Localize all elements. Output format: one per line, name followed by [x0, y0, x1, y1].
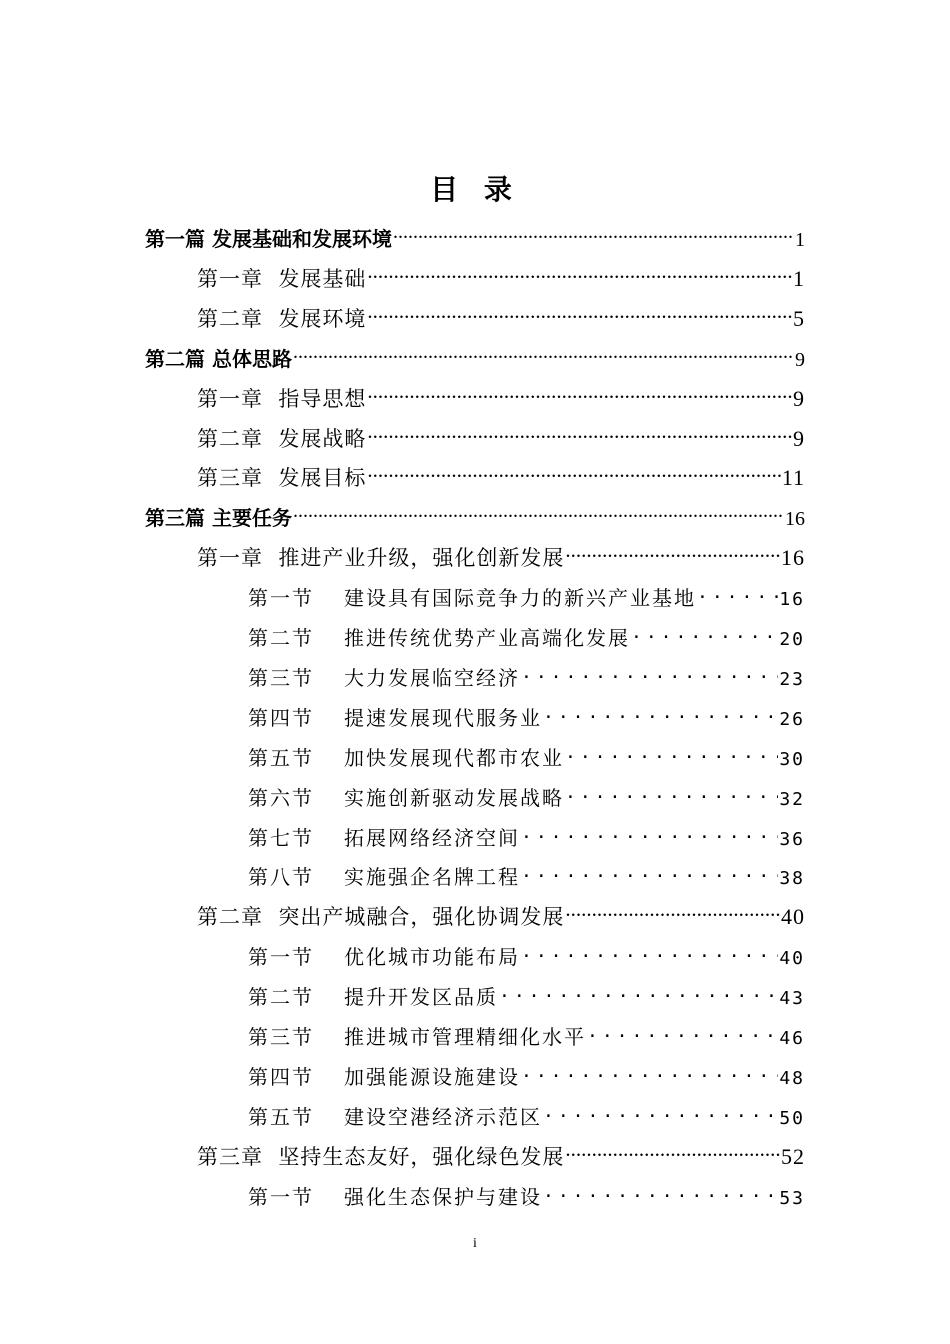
toc-entry-label — [248, 981, 498, 1010]
toc-entry-page: 1 — [795, 229, 805, 251]
toc-dot-leader — [565, 741, 778, 765]
toc-entry-number: 第一节 — [248, 586, 314, 611]
toc-entry-page: 5 — [793, 305, 805, 331]
toc-entry-label — [248, 822, 520, 851]
page-number-footer: i — [473, 1236, 477, 1251]
toc-entry-page: 40 — [779, 948, 805, 970]
toc-entry-chapter[interactable] — [197, 262, 805, 302]
toc-entry-label — [248, 662, 520, 691]
toc-entry-number: 第六节 — [248, 785, 314, 810]
toc-entry-text: 坚持生态友好，强化绿色发展 — [278, 1144, 565, 1169]
toc-entry-text: 实施强企名牌工程 — [344, 865, 520, 890]
toc-entry-page: 40 — [781, 904, 805, 930]
toc-dot-leader — [293, 342, 794, 366]
toc-entry-number: 第三章 — [197, 1144, 263, 1169]
toc-entry-number: 第二章 — [197, 426, 263, 451]
toc-dot-leader — [565, 1140, 780, 1164]
toc-entry-section[interactable] — [248, 860, 805, 900]
toc-dot-leader — [521, 860, 778, 884]
toc-entry-chapter[interactable] — [197, 461, 805, 501]
toc-entry-page: 23 — [779, 668, 805, 690]
toc-entry-number: 第五节 — [248, 745, 314, 770]
toc-entry-number: 第一章 — [197, 266, 263, 291]
toc-dot-leader — [367, 382, 792, 406]
toc-entry-label — [248, 782, 564, 811]
toc-entry-text: 指导思想 — [278, 386, 367, 411]
toc-entry-page: 46 — [779, 1028, 805, 1049]
toc-entry-text: 强化生态保护与建设 — [344, 1184, 542, 1209]
toc-title: 目 录 — [430, 173, 520, 206]
toc-dot-leader — [565, 541, 780, 565]
toc-entry-section[interactable] — [248, 980, 805, 1020]
toc-entry-page: 16 — [785, 508, 805, 531]
toc-entry-page: 16 — [781, 545, 805, 571]
toc-entry-section[interactable] — [248, 1100, 805, 1140]
toc-dot-leader — [499, 980, 778, 1004]
toc-dot-leader — [393, 222, 794, 246]
toc-entry-number: 第三节 — [248, 1025, 314, 1049]
toc-entry-section[interactable] — [248, 940, 805, 980]
toc-entry-text: 推进产业升级，强化创新发展 — [278, 546, 565, 571]
toc-entry-label — [248, 1061, 520, 1090]
toc-entry-number: 第五节 — [248, 1104, 314, 1129]
toc-entry-text: 推进传统优势产业高端化发展 — [344, 626, 630, 650]
toc-entry-text: 突出产城融合，强化协调发展 — [278, 905, 565, 930]
toc-dot-leader — [521, 940, 778, 964]
toc-entry-label — [197, 542, 564, 572]
toc-entry-page: 50 — [779, 1107, 805, 1129]
toc-entry-text: 提速发展现代服务业 — [344, 705, 542, 730]
toc-dot-leader — [367, 461, 780, 485]
toc-entry-number: 第八节 — [248, 865, 314, 890]
toc-entry-section[interactable] — [248, 621, 805, 661]
toc-entry-number: 第四节 — [248, 1064, 314, 1089]
toc-entry-text: 加强能源设施建设 — [344, 1064, 520, 1089]
toc-entry-label — [248, 1181, 542, 1210]
toc-entry-text: 推进城市管理精细化水平 — [344, 1025, 586, 1049]
toc-entry-label — [145, 343, 292, 372]
toc-entry-number: 第七节 — [248, 825, 314, 850]
toc-dot-leader — [587, 1020, 778, 1044]
toc-entry-page: 26 — [779, 708, 805, 730]
toc-entry-page: 53 — [779, 1187, 805, 1209]
toc-entry-section[interactable] — [248, 741, 805, 781]
toc-entry-section[interactable] — [248, 821, 805, 861]
toc-entry-part[interactable] — [145, 342, 805, 382]
toc-entry-chapter[interactable] — [197, 422, 805, 462]
toc-entry-page: 36 — [779, 828, 805, 850]
toc-entry-text: 发展环境 — [278, 306, 367, 331]
toc-entry-section[interactable] — [248, 1060, 805, 1100]
toc-entry-text: 实施创新驱动发展战略 — [344, 785, 564, 810]
toc-entry-number: 第二节 — [248, 626, 314, 650]
toc-entry-text: 总体思路 — [211, 346, 292, 371]
toc-entry-text: 发展战略 — [278, 426, 367, 451]
toc-entry-label — [248, 1021, 586, 1050]
toc-entry-text: 加快发展现代都市农业 — [344, 745, 564, 770]
toc-entry-page: 9 — [793, 385, 805, 411]
toc-entry-text: 优化城市功能布局 — [344, 945, 520, 970]
toc-entry-chapter[interactable] — [197, 900, 805, 940]
toc-entry-number: 第三篇 — [145, 506, 205, 531]
toc-entry-number: 第四节 — [248, 705, 314, 730]
toc-entry-page: 9 — [793, 425, 805, 451]
toc-entry-label — [248, 622, 630, 651]
toc-entry-chapter[interactable] — [197, 382, 805, 422]
toc-entry-page: 48 — [779, 1067, 805, 1089]
toc-entry-text: 发展基础 — [278, 266, 367, 291]
toc-entry-part[interactable] — [145, 501, 805, 541]
toc-dot-leader — [521, 821, 778, 845]
toc-entry-text: 建设具有国际竞争力的新兴产业基地 — [344, 586, 696, 611]
toc-entry-label — [248, 582, 696, 611]
toc-dot-leader — [543, 701, 778, 725]
toc-dot-leader — [367, 422, 792, 446]
toc-entry-number: 第二节 — [248, 985, 314, 1010]
toc-entry-text: 建设空港经济示范区 — [344, 1104, 542, 1129]
toc-entry-label — [248, 742, 564, 771]
toc-entry-text: 主要任务 — [211, 506, 292, 531]
toc-dot-leader — [293, 501, 784, 525]
toc-entry-label — [248, 1101, 542, 1130]
toc-entry-chapter[interactable] — [197, 1140, 805, 1180]
toc-entry-number: 第一节 — [248, 945, 314, 970]
toc-entry-page: 43 — [779, 988, 805, 1010]
toc-entry-text: 发展基础和发展环境 — [211, 227, 392, 251]
toc-entry-text: 拓展网络经济空间 — [344, 825, 520, 850]
toc-entry-section[interactable] — [248, 701, 805, 741]
toc-entry-number: 第三章 — [197, 466, 263, 491]
toc-entry-section[interactable] — [248, 581, 805, 621]
toc-entry-page: 20 — [779, 629, 805, 650]
toc-entry-page: 11 — [781, 465, 805, 491]
toc-entry-section[interactable] — [248, 1180, 805, 1220]
toc-entry-label — [248, 941, 520, 970]
toc-entry-page: 16 — [779, 589, 805, 611]
toc-entry-page: 9 — [795, 348, 805, 371]
toc-entry-number: 第一篇 — [145, 227, 205, 251]
toc-dot-leader — [521, 661, 778, 685]
toc-dot-leader — [367, 262, 792, 286]
toc-entry-label — [197, 423, 366, 453]
toc-entry-label — [197, 901, 564, 931]
toc-entry-chapter[interactable] — [197, 541, 805, 581]
toc-entry-number: 第二章 — [197, 905, 263, 930]
toc-entry-page: 1 — [793, 265, 805, 291]
toc-dot-leader — [367, 302, 792, 326]
toc-entry-page: 30 — [779, 748, 805, 770]
toc-entry-number: 第一节 — [248, 1184, 314, 1209]
toc-entry-label — [197, 1141, 564, 1171]
toc-entry-number: 第三节 — [248, 665, 314, 690]
toc-entry-chapter[interactable] — [197, 302, 805, 342]
toc-entry-label — [197, 263, 366, 293]
toc-entry-page: 52 — [781, 1143, 805, 1169]
toc-dot-leader — [631, 621, 778, 645]
toc-entry-text: 大力发展临空经济 — [344, 665, 520, 690]
toc-entry-text: 发展目标 — [278, 466, 367, 491]
toc-entry-label — [197, 303, 366, 333]
toc-entry-section[interactable] — [248, 661, 805, 701]
toc-entry-label — [248, 702, 542, 731]
toc-dot-leader — [543, 1100, 778, 1124]
toc-dot-leader — [521, 1060, 778, 1084]
toc-entry-part[interactable] — [145, 222, 805, 262]
toc-entry-number: 第一章 — [197, 546, 263, 571]
toc-dot-leader — [565, 781, 778, 805]
toc-entry-number: 第二章 — [197, 306, 263, 331]
toc-entry-section[interactable] — [248, 1020, 805, 1060]
toc-entry-text: 提升开发区品质 — [344, 985, 498, 1010]
toc-entry-label — [197, 383, 366, 413]
toc-dot-leader — [565, 900, 780, 924]
toc-entry-label — [145, 223, 392, 252]
toc-entry-page: 38 — [779, 868, 805, 890]
toc-entry-section[interactable] — [248, 781, 805, 821]
toc-entry-label — [248, 861, 520, 890]
toc-entry-number: 第二篇 — [145, 346, 205, 371]
toc-entry-label — [197, 462, 366, 492]
toc-dot-leader — [543, 1180, 778, 1204]
toc-entry-number: 第一章 — [197, 386, 263, 411]
toc-entry-page: 32 — [779, 788, 805, 810]
toc-dot-leader — [697, 581, 778, 605]
toc-entry-label — [145, 502, 292, 531]
